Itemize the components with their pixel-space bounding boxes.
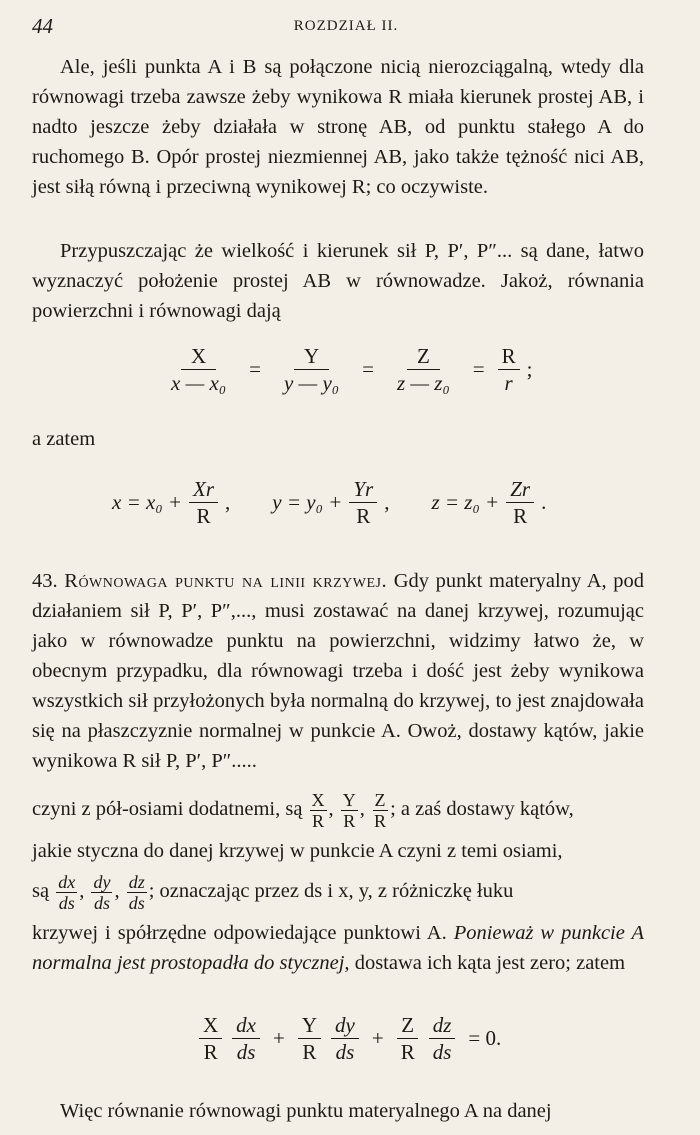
paragraph-4: Więc równanie równowagi punktu materyalnego A na danej <box>60 1100 552 1122</box>
paragraph-normal-statement: krzywej i spółrzędne odpowiedające punktowi A. Ponieważ w punkcie A normalna jest prostopadła do stycznej, dostawa ich kąta jest zero; zatem <box>32 922 644 974</box>
fraction-y: $\frac{Y}{\text{y — y₀}}$ <box>283 344 340 395</box>
line-tangent-cosines: są $\frac{dx}{ds}$ , $\frac{dy}{ds}$ , $\frac{dz}{ds}$ ; oznaczając przez ds i x, y, z różniczkę łuku <box>32 872 514 913</box>
equation-proportion: $\frac{X}{\text{x — x₀}}$ = $\frac{Y}{\text{y — y₀}}$ = $\frac{Z}{\text{z — z₀}}$ = $\frac{R}{r}$ ; <box>158 345 532 394</box>
fraction-xr: $\frac{Xr}{R}$ <box>189 478 218 527</box>
line-direction-cosines: czyni z pół-osiami dodatnemi, są $\frac{X}{R}$ , $\frac{Y}{R}$ , $\frac{Z}{R}$ ; a zaś dostawy kątów, <box>32 790 574 831</box>
running-head: ROZDZIAŁ II. <box>293 18 399 34</box>
equation-coordinates: x = x₀ + $\frac{Xr}{R}$ , y = y₀ + $\frac{Yr}{R}$ , z = z₀ + $\frac{Zr}{R}$ . <box>112 477 547 528</box>
section-title: Równowaga punktu na linii krzywej. <box>64 570 388 592</box>
a-zatem-label: a zatem <box>32 428 96 450</box>
fraction-x: $\frac{X}{\text{x — x₀}}$ <box>171 344 227 395</box>
fraction-yr: $\frac{Yr}{R}$ <box>349 478 377 527</box>
page-header <box>32 10 660 38</box>
fraction-zr: $\frac{Zr}{R}$ <box>506 478 534 527</box>
equation-normal-condition: $\frac{X}{R}$ $\frac{dx}{ds}$ + $\frac{Y}{R}$ $\frac{dy}{ds}$ + $\frac{Z}{R}$ $\frac{dz}{ds}$ = 0. <box>196 1014 501 1063</box>
page-number: 44 <box>32 14 53 38</box>
section-43-paragraph: 43. Równowaga punktu na linii krzywej. Gdy punkt materyalny A, pod działaniem sił P, P′, P″,..., musi zostawać na danej krzywej, rozumując jako w równowadze punktu na powierzchni, widzimy łatwo że, w obecnym przypadku, dla równowagi trzeba i dość jest żeby wynikowa wszystkich sił przyłożonych była normalną do krzywej, to jest znajdowała się na płaszczyznie normalnej w punkcie A. Owoż, dostawy kątów, jakie wynikowa R sił P, P′, P″..... <box>32 570 645 772</box>
fraction-z: $\frac{Z}{\text{z — z₀}}$ <box>396 344 450 395</box>
fraction-r: $\frac{R}{r}$ <box>498 345 520 394</box>
paragraph-1: Ale, jeśli punkta A i B są połączone nicią nierozciągalną, wtedy dla równowagi trzeba zawsze żeby wynikowa R miała kierunek prostej AB, i nadto jeszcze żeby działała w stronę AB, od punktu stałego A do ruchomego B. Opór prostej niezmiennej AB, jako także tężność nici AB, jest siłą równą i przeciwną wynikowej R; co oczywiste. <box>32 56 644 198</box>
paragraph-2: Przypuszczając że wielkość i kierunek sił P, P′, P″... są dane, łatwo wyznaczyć położenie prostej AB w równowadze. Jakoż, równania powierzchni i równowagi dają <box>32 240 644 322</box>
section-number: 43. <box>32 570 58 592</box>
line-tangent: jakie styczna do danej krzywej w punkcie A czyni z temi osiami, <box>32 840 563 862</box>
